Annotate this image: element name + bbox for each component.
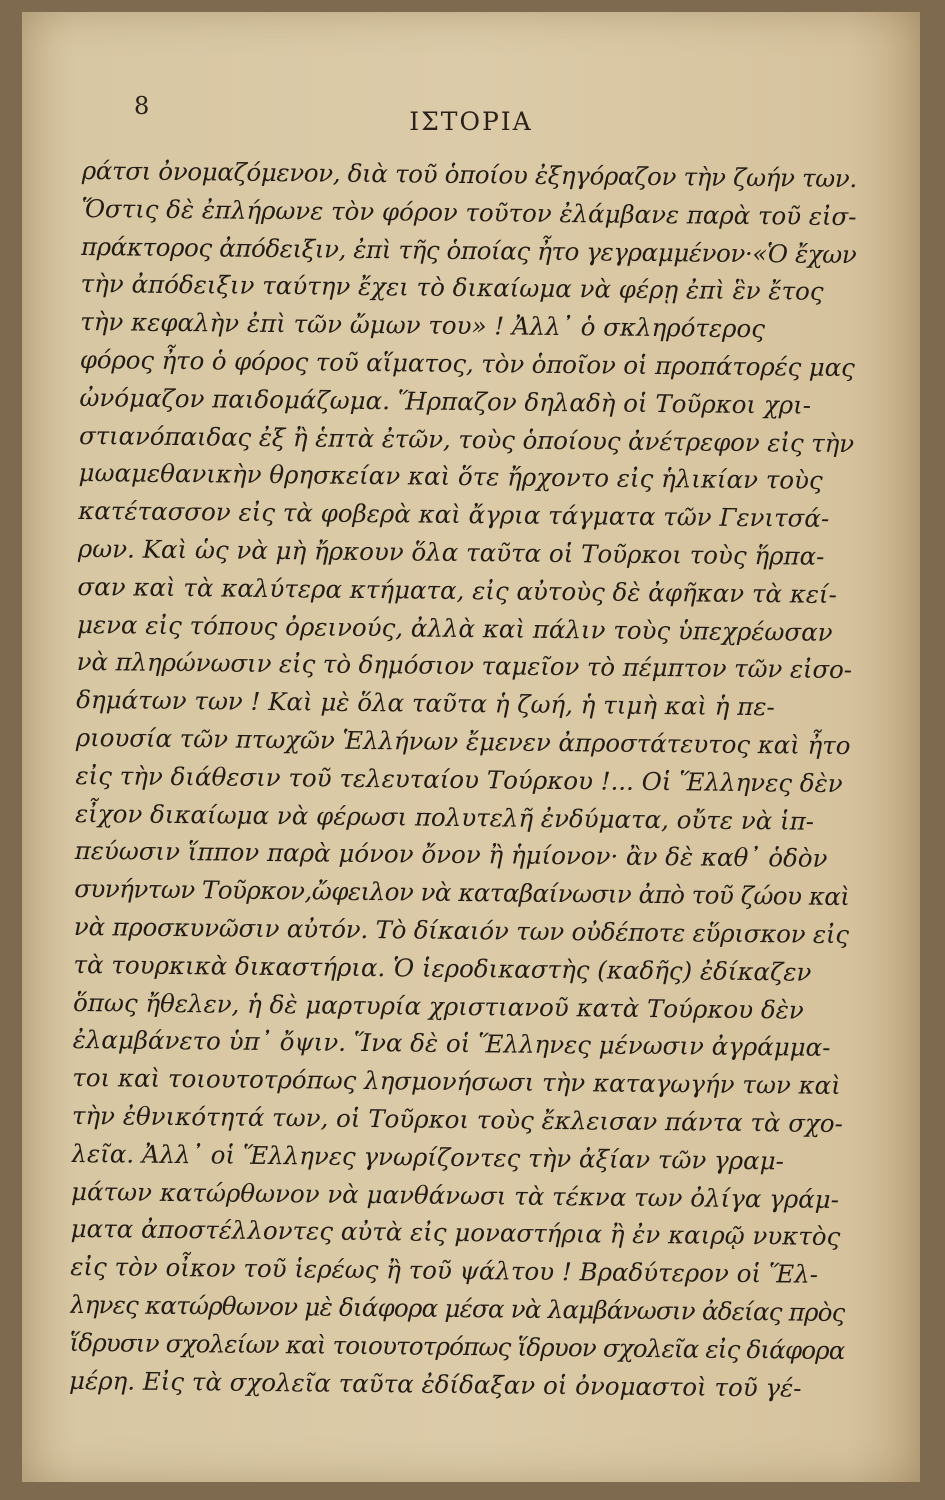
text-line: ὅπως ἤθελεν, ἡ δὲ μαρτυρία χριστιανοῦ κατὰ Τούρκου δὲν xyxy=(72,987,804,1025)
book-page xyxy=(22,12,920,1482)
text-line: ἵδρυσιν σχολείων καὶ τοιουτοτρόπως ἵδρυον σχολεῖα εἰς διάφορα xyxy=(69,1327,845,1365)
text-line: μέρη. Εἰς τὰ σχολεῖα ταῦτα ἐδίδαξαν οἱ ὀνομαστοὶ τοῦ γέ- xyxy=(68,1365,802,1403)
text-line: τοι καὶ τοιουτοτρόπως λησμονήσωσι τὴν καταγωγήν των καὶ xyxy=(72,1063,841,1101)
text-line: πεύωσιν ἵππον παρὰ μόνον ὄνον ἢ ἡμίονον· ἂν δὲ καθ᾽ ὁδὸν xyxy=(74,836,828,874)
text-line: τὴν ἐθνικότητά των, οἱ Τοῦρκοι τοὺς ἔκλεισαν πάντα τὰ σχο- xyxy=(71,1100,844,1138)
text-line: τὰ τουρκικὰ δικαστήρια. Ὁ ἱεροδικαστὴς (καδῆς) ἐδίκαζεν xyxy=(73,949,812,987)
text-line: μωαμεθανικὴν θρησκείαν καὶ ὅτε ἤρχοντο εἰς ἡλικίαν τοὺς xyxy=(78,458,823,496)
running-head: ΙΣΤΟΡΙΑ xyxy=(409,107,533,136)
text-line: τὴν κεφαλὴν ἐπὶ τῶν ὤμων του» ! Ἀλλ᾽ ὁ σκληρότερος xyxy=(80,307,766,344)
text-line: στιανόπαιδας ἐξ ἢ ἑπτὰ ἐτῶν, τοὺς ὁποίους ἀνέτρεφον εἰς τὴν xyxy=(78,420,855,458)
text-line: τὴν ἀπόδειξιν ταύτην ἔχει τὸ δικαίωμα νὰ φέρῃ ἐπὶ ἓν ἔτος xyxy=(80,269,824,307)
text-line: λεῖα. Ἀλλ᾽ οἱ Ἕλληνες γνωρίζοντες τὴν ἀξίαν τῶν γραμ- xyxy=(71,1138,785,1176)
text-line: ράτσι ὀνομαζόμενον, διὰ τοῦ ὁποίου ἐξηγόραζον τὴν ζωήν των. xyxy=(81,155,857,194)
text-line: πράκτορος ἀπόδειξιν, ἐπὶ τῆς ὁποίας ἦτο γεγραμμένον·«Ὁ ἔχων xyxy=(80,231,857,269)
text-line: σαν καὶ τὰ καλύτερα κτήματα, εἰς αὐτοὺς δὲ ἀφῆκαν τὰ κεί- xyxy=(77,571,838,609)
text-line: συνήντων Τοῦρκον,ὤφειλον νὰ καταβαίνωσιν ἀπὸ τοῦ ζώου καὶ xyxy=(74,874,850,912)
text-line: εἰς τὸν οἶκον τοῦ ἱερέως ἢ τοῦ ψάλτου ! Βραδύτερον οἱ Ἕλ- xyxy=(70,1252,819,1289)
text-line: εἶχον δικαίωμα νὰ φέρωσι πολυτελῆ ἐνδύματα, οὔτε νὰ ἱπ- xyxy=(74,798,815,836)
text-line: νὰ προσκυνῶσιν αὐτόν. Τὸ δίκαιόν των οὐδέποτε εὕρισκον εἰς xyxy=(73,911,849,950)
text-line: ματα ἀποστέλλοντες αὐτὰ εἰς μοναστήρια ἢ ἐν καιρῷ νυκτὸς xyxy=(70,1214,841,1252)
text-line: ληνες κατώρθωνον μὲ διάφορα μέσα νὰ λαμβάνωσιν ἀδείας πρὸς xyxy=(69,1289,845,1327)
body-text xyxy=(69,152,857,1407)
text-line: δημάτων των ! Καὶ μὲ ὅλα ταῦτα ἡ ζωή, ἡ τιμὴ καὶ ἡ πε- xyxy=(76,685,775,722)
text-line: ἐλαμβάνετο ὑπ᾽ ὄψιν. Ἵνα δὲ οἱ Ἕλληνες μένωσιν ἀγράμμα- xyxy=(72,1025,831,1063)
text-line: ὠνόμαζον παιδομάζωμα. Ἥρπαζον δηλαδὴ οἱ Τοῦρκοι χρι- xyxy=(79,382,812,420)
text-line: μενα εἰς τόπους ὀρεινούς, ἀλλὰ καὶ πάλιν τοὺς ὑπεχρέωσαν xyxy=(76,609,833,647)
text-line: κατέτασσον εἰς τὰ φοβερὰ καὶ ἄγρια τάγματα τῶν Γενιτσά- xyxy=(78,496,830,534)
text-line: ρων. Καὶ ὡς νὰ μὴ ἤρκουν ὅλα ταῦτα οἱ Τοῦρκοι τοὺς ἥρπα- xyxy=(77,533,825,571)
text-line: νὰ πληρώνωσιν εἰς τὸ δημόσιον ταμεῖον τὸ πέμπτον τῶν εἰσο- xyxy=(76,647,852,685)
text-line: ριουσία τῶν πτωχῶν Ἑλλήνων ἔμενεν ἀπροστάτευτος καὶ ἦτο xyxy=(75,722,851,761)
text-line: Ὅστις δὲ ἐπλήρωνε τὸν φόρον τοῦτον ἐλάμβανε παρὰ τοῦ εἰσ- xyxy=(81,193,857,231)
page-number: 8 xyxy=(134,92,150,120)
text-line: εἰς τὴν διάθεσιν τοῦ τελευταίου Τούρκου !... Οἱ Ἕλληνες δὲν xyxy=(75,760,843,798)
text-line: φόρος ἦτο ὁ φόρος τοῦ αἵματος, τὸν ὁποῖον οἱ προπάτορές μας xyxy=(79,344,855,383)
text-line: μάτων κατώρθωνον νὰ μανθάνωσι τὰ τέκνα των ὀλίγα γράμ- xyxy=(70,1176,840,1214)
